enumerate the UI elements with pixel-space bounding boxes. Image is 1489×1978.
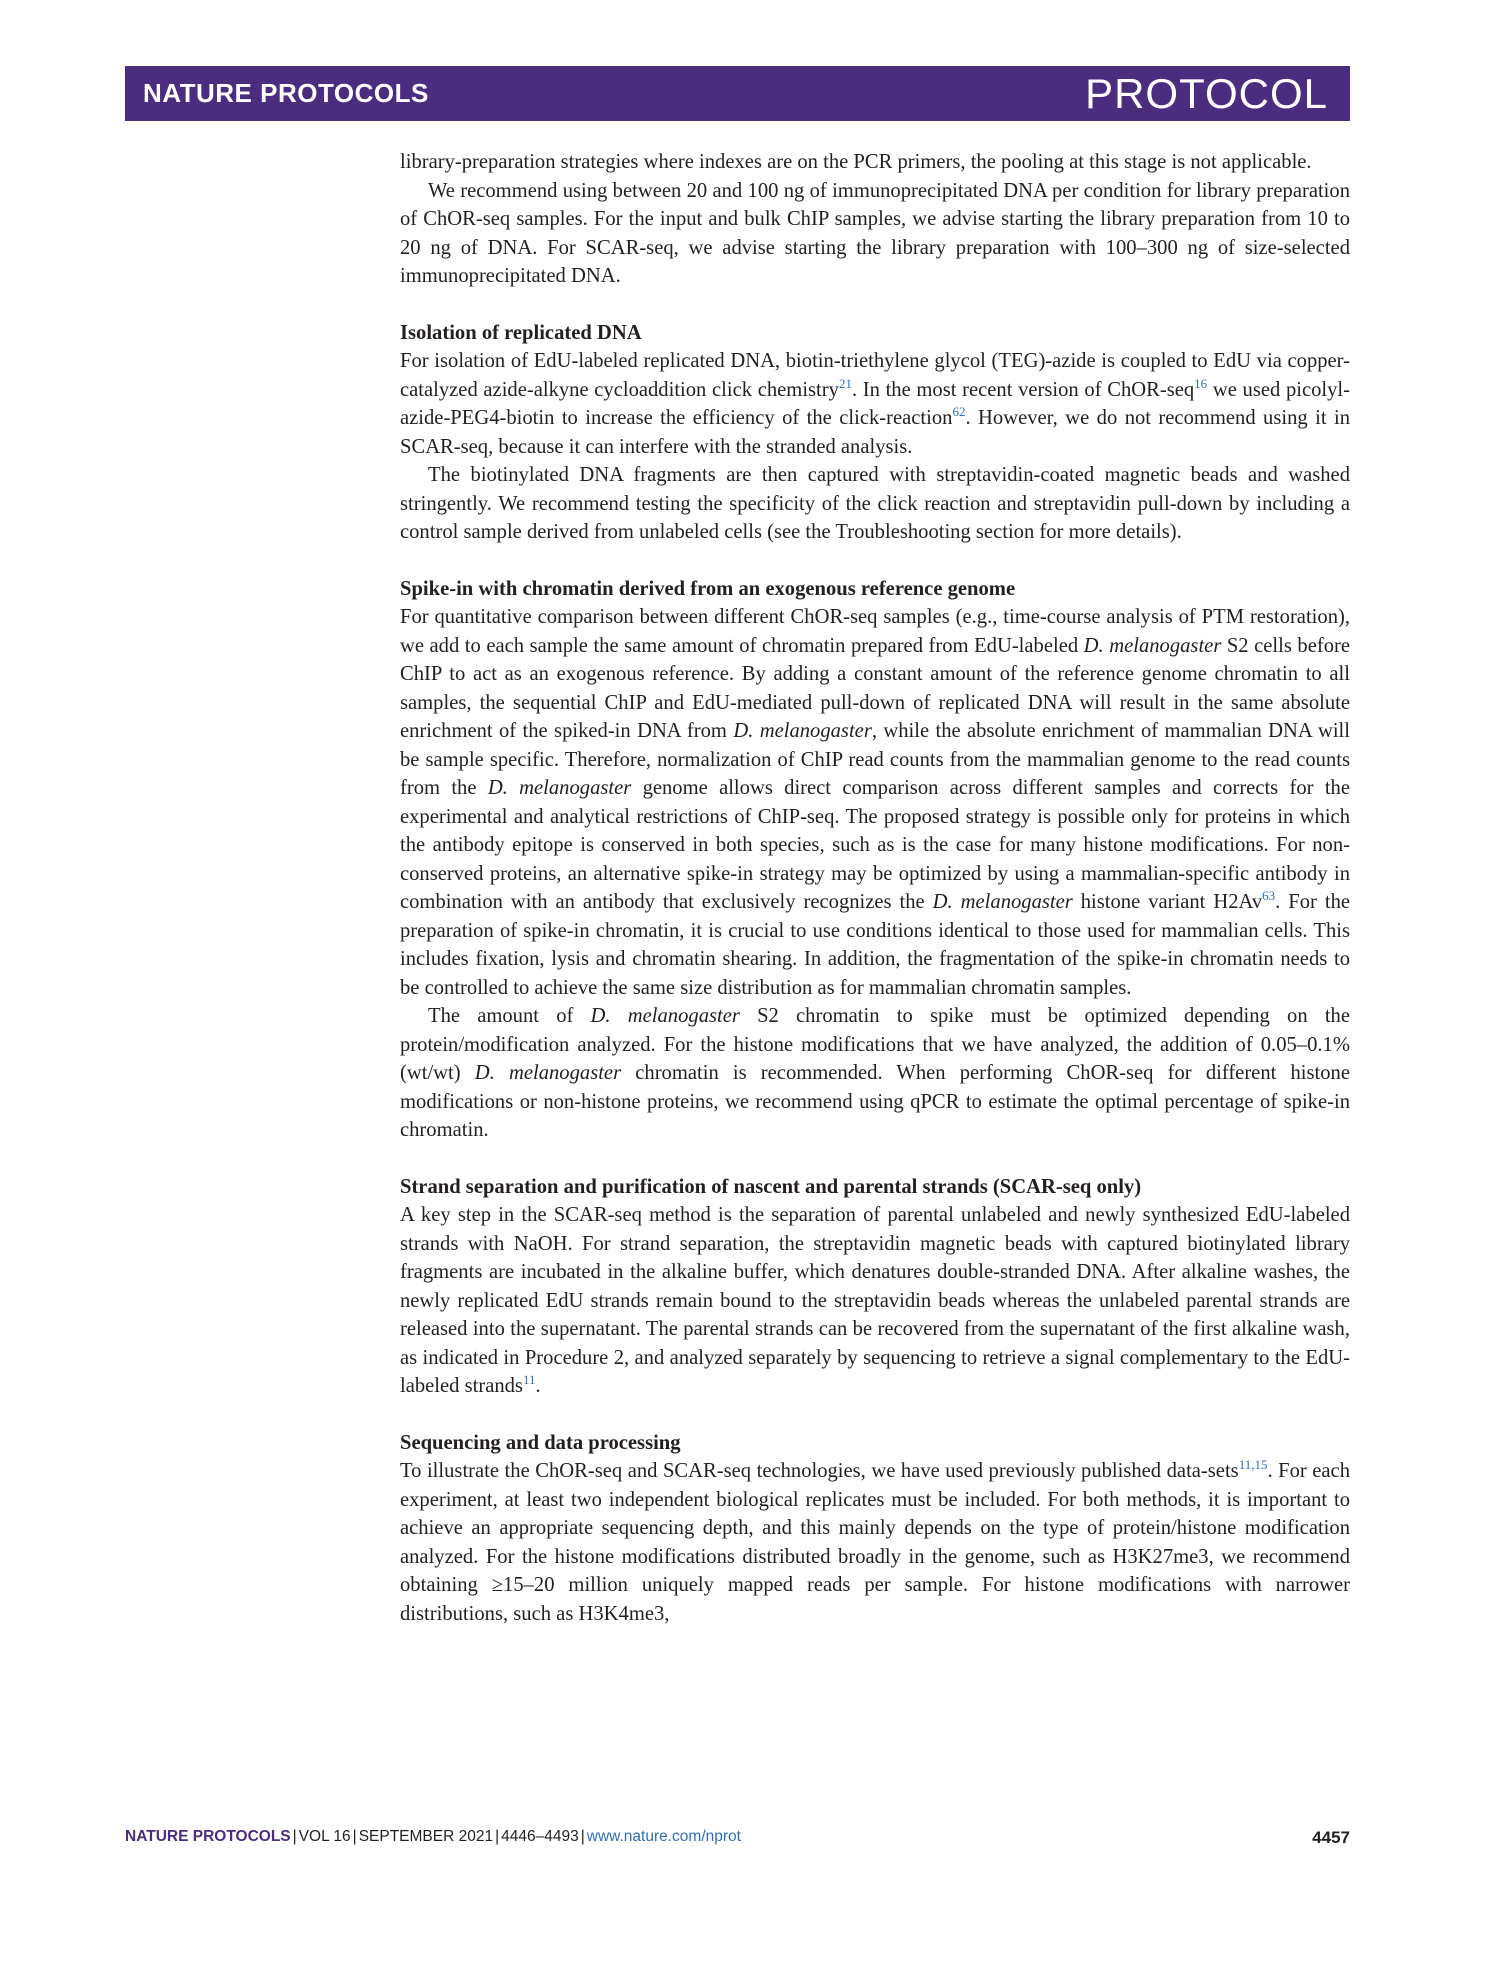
footer-pages: 4446–4493 xyxy=(501,1828,579,1845)
citation-link[interactable]: 11 xyxy=(522,1372,536,1388)
citation-link[interactable]: 62 xyxy=(952,404,966,420)
page-footer xyxy=(125,1828,1350,1852)
page-header xyxy=(125,66,1350,121)
section-heading-sequencing: Sequencing and data processing xyxy=(400,1431,681,1454)
footer-journal: NATURE PROTOCOLS xyxy=(125,1828,291,1845)
paragraph: For quantitative comparison between different ChOR-seq samples (e.g., time-course analysis of PTM restoration), we add to each sample the same amount of chromatin prepared from EdU-labeled D. melanogaster S2 cells before ChIP to act as an exogenous reference. By adding a constant amount of the reference genome chromatin to all samples, the sequential ChIP and EdU-mediated pull-down of replicated DNA will result in the same absolute enrichment of the spiked-in DNA from D. melanogaster, while the absolute enrichment of mammalian DNA will be sample specific. Therefore, normalization of ChIP read counts from the mammalian genome to the read counts from the D. melanogaster genome allows direct comparison across different samples and corrects for the experimental and analytical restrictions of ChIP-seq. The proposed strategy is possible only for proteins in which the antibody epitope is conserved in both species, such as is the case for many histone modifications. For non-conserved proteins, an alternative spike-in strategy may be optimized by using a mammalian-specific antibody in combination with an antibody that exclusively recognizes the D. melanogaster histone variant H2Av$^{63}$. For the preparation of spike-in chromatin, it is crucial to use conditions identical to those used for mammalian cells. This includes fixation, lysis and chromatin shearing. In addition, the fragmentation of the spike-in chromatin needs to be controlled to achieve the same size distribution as for mammalian chromatin samples. xyxy=(400,606,1351,999)
citation-link[interactable]: 16 xyxy=(1194,375,1208,391)
paragraph: library-preparation strategies where indexes are on the PCR primers, the pooling at this stage is not applicable. xyxy=(400,151,1312,173)
page-number: 4457 xyxy=(1312,1828,1350,1847)
footer-date: SEPTEMBER 2021 xyxy=(358,1828,494,1845)
footer-volume: VOL 16 xyxy=(298,1828,351,1845)
main-text xyxy=(400,148,1350,1628)
paragraph: The amount of D. melanogaster S2 chromatin to spike must be optimized depending on the protein/modification analyzed. For the histone modifications that we have analyzed, the addition of 0.05–0.1% (wt/wt) D. melanogaster chromatin is recommended. When performing ChOR-seq for different histone modifications or non-histone proteins, we recommend using qPCR to estimate the optimal percentage of spike-in chromatin. xyxy=(400,1005,1350,1141)
paragraph: A key step in the SCAR-seq method is the separation of parental unlabeled and newly synthesized EdU-labeled strands with NaOH. For strand separation, the streptavidin magnetic beads with captured biotinylated library fragments are incubated in the alkaline buffer, which denatures double-stranded DNA. After alkaline washes, the newly replicated EdU strands remain bound to the streptavidin beads whereas the unlabeled parental strands are released into the supernatant. The parental strands can be recovered from the supernatant of the first alkaline wash, as indicated in Procedure 2, and analyzed separately by sequencing to retrieve a signal complementary to the EdU-labeled strands$^{11}$. xyxy=(400,1204,1350,1397)
section-heading-isolation: Isolation of replicated DNA xyxy=(400,321,642,344)
journal-name: NATURE PROTOCOLS xyxy=(143,78,429,108)
paragraph: To illustrate the ChOR-seq and SCAR-seq technologies, we have used previously published data-sets$^{11,15}$. For each experiment, at least two independent biological replicates must be included. For both methods, it is important to achieve an appropriate sequencing depth, and this mainly depends on the type of protein/histone modification analyzed. For the histone modifications distributed broadly in the genome, such as H3K27me3, we recommend obtaining ≥15–20 million uniquely mapped reads per sample. For histone modifications with narrower distributions, such as H3K4me3, xyxy=(400,1457,1350,1625)
section-heading-spike-in: Spike-in with chromatin derived from an exogenous reference genome xyxy=(400,577,1016,600)
citation-link[interactable]: 21 xyxy=(838,375,852,391)
section-heading-strand-separation: Strand separation and purification of nascent and parental strands (SCAR-seq only) xyxy=(400,1175,1142,1198)
citation-link[interactable]: 11,15 xyxy=(1238,1457,1268,1473)
paragraph: We recommend using between 20 and 100 ng of immunoprecipitated DNA per condition for library preparation of ChOR-seq samples. For the input and bulk ChIP samples, we advise starting the library preparation from 10 to 20 ng of DNA. For SCAR-seq, we advise starting the library preparation with 100–300 ng of size-selected immunoprecipitated DNA. xyxy=(400,179,1350,287)
article-type: PROTOCOL xyxy=(1085,70,1328,117)
citation-link[interactable]: 63 xyxy=(1262,888,1276,904)
footer-url-link[interactable]: www.nature.com/nprot xyxy=(586,1828,741,1845)
footer-citation: NATURE PROTOCOLS | VOL 16 | SEPTEMBER 2021 | 4446–4493 | www.nature.com/nprot xyxy=(125,1828,741,1845)
paragraph: The biotinylated DNA fragments are then captured with streptavidin-coated magnetic beads and washed stringently. We recommend testing the specificity of the click reaction and streptavidin pull-down by including a control sample derived from unlabeled cells (see the Troubleshooting section for more details). xyxy=(400,464,1350,543)
paragraph: For isolation of EdU-labeled replicated DNA, biotin-triethylene glycol (TEG)-azide is coupled to EdU via copper-catalyzed azide-alkyne cycloaddition click chemistry$^{21}$. In the most recent version of ChOR-seq$^{16}$ we used picolyl-azide-PEG4-biotin to increase the efficiency of the click-reaction$^{62}$. However, we do not recommend using it in SCAR-seq, because it can interfere with the stranded analysis. xyxy=(400,350,1350,458)
